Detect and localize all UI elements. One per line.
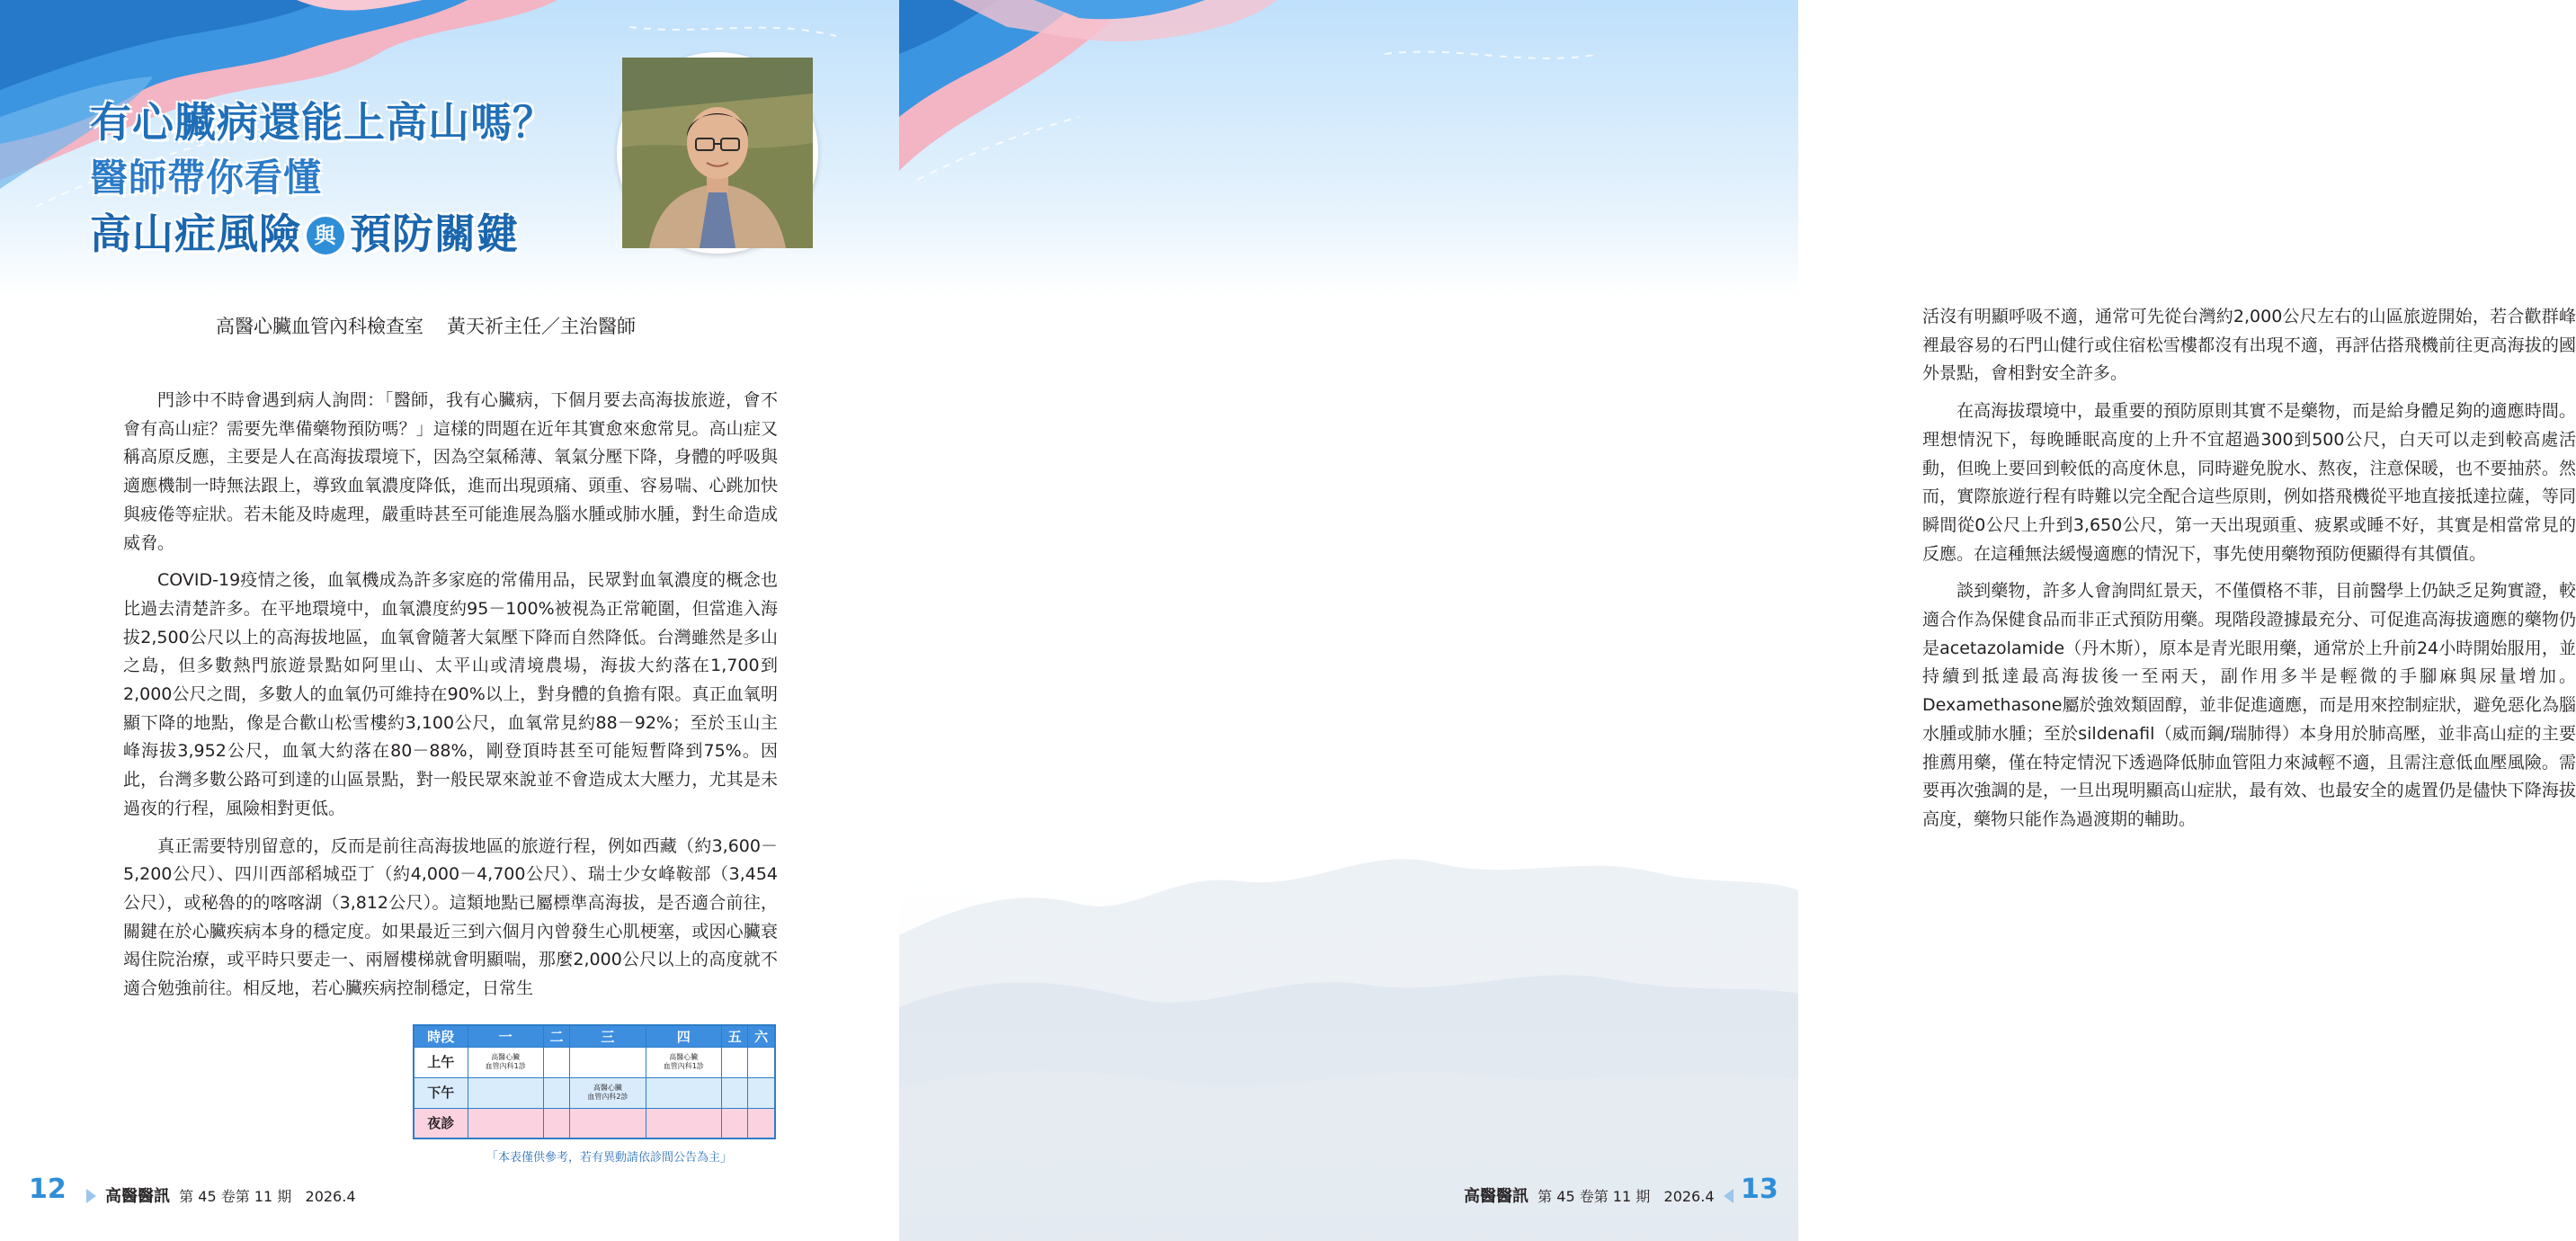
footer-issue: 第 45 卷第 11 期 (1538, 1188, 1651, 1205)
schedule-cell (721, 1077, 747, 1108)
schedule-header: 六 (748, 1025, 775, 1047)
paragraph: 在高海拔環境中，最重要的預防原則其實不是藥物，而是給身體足夠的適應時間。理想情況下，每晚睡眠高度的上升不宜超過300到500公尺，白天可以走到較高處活動，但晚上要回到較低的高度休息，同時避免脫水、熬夜，注意保暖，也不要抽菸。然而，實際旅遊行程有時難以完全配合這些原則，例如搭飛機從平地直接抵達拉薩，等同瞬間從0公尺上升到3,650公尺，第一天出現頭重、疲累或睡不好，其實是相當常見的反應。在這種無法緩慢適應的情況下，事先使用藥物預防便顯得有其價值。 (1922, 401, 2576, 564)
schedule-cell (543, 1047, 569, 1077)
clinic-schedule-table (413, 1024, 776, 1139)
footer-magazine: 高醫醫訊 (1464, 1187, 1529, 1206)
schedule-header-row (414, 1025, 775, 1047)
title-line-1: 有心臟病還能上高山嗎？ (90, 98, 555, 147)
schedule-row-label: 夜診 (414, 1108, 468, 1138)
schedule-row-label: 下午 (414, 1077, 468, 1108)
schedule-cell (570, 1108, 646, 1138)
paragraph: 真正需要特別留意的，反而是前往高海拔地區的旅遊行程，例如西藏（約3,600－5,200公尺）、四川西部稻城亞丁（約4,000－4,700公尺）、瑞士少女峰鞍部（3,454公尺），或秘魯的的喀喀湖（3,812公尺）。這類地點已屬標準高海拔，是否適合前往，關鍵在於心臟疾病本身的穩定度。如果最近三到六個月內曾發生心肌梗塞，或因心臟衰竭住院治療，或平時只要走一、兩層樓梯就會明顯喘，那麼2,000公尺以上的高度就不適合勉強前往。相反地，若心臟疾病控制穩定，日常生 (123, 835, 778, 999)
schedule-cell (721, 1108, 747, 1138)
schedule-cell (748, 1047, 775, 1077)
byline (216, 312, 636, 339)
schedule-cell: 高醫心臟 血管內科1診 (468, 1047, 543, 1077)
paragraph: 門診中不時會遇到病人詢問：「醫師，我有心臟病，下個月要去高海拔旅遊，會不會有高山症？需要先準備藥物預防嗎？」這樣的問題在近年其實愈來愈常見。高山症又稱高原反應，主要是人在高海拔環境下，因為空氣稀薄、氧氣分壓下降，身體的呼吸與適應機制一時無法跟上，導致血氧濃度降低，進而出現頭痛、頭重、容易喘、心跳加快與疲倦等症狀。若未能及時處理，嚴重時甚至可能進展為腦水腫或肺水腫，對生命造成威脅。 (123, 390, 778, 553)
page-number-right: 13 (1741, 1174, 1778, 1205)
schedule-header: 三 (570, 1025, 646, 1047)
left-article-body (123, 387, 778, 1013)
right-page (899, 0, 2576, 1239)
header-wave-background (899, 0, 1798, 297)
schedule-cell (468, 1108, 543, 1138)
left-page (0, 0, 899, 1239)
footer-right (1464, 1183, 1734, 1207)
footer-date: 2026.4 (1663, 1188, 1715, 1205)
schedule-row-afternoon (414, 1077, 775, 1108)
schedule-cell (570, 1047, 646, 1077)
triangle-arrow-icon (1724, 1189, 1734, 1203)
schedule-header: 五 (721, 1025, 747, 1047)
byline-dept: 高醫心臟血管內科檢查室 (216, 316, 423, 337)
title-line-3b: 預防關鍵 (350, 210, 519, 258)
schedule-cell: 高醫心臟 血管內科2診 (570, 1077, 646, 1108)
title-line-3a: 高山症風險 (90, 210, 301, 258)
schedule-cell (543, 1077, 569, 1108)
portrait-illustration (622, 58, 813, 248)
paragraph: 談到藥物，許多人會詢問紅景天，不僅價格不菲，目前醫學上仍缺乏足夠實證，較適合作為保健食品而非正式預防用藥。現階段證據最充分、可促進高海拔適應的藥物仍是acetazolamide（丹木斯），原本是青光眼用藥，通常於上升前24小時開始服用，並持續到抵達最高海拔後一至兩天，副作用多半是輕微的手腳麻與尿量增加。Dexamethasone屬於強效類固醇，並非促進適應，而是用來控制症狀，避免惡化為腦水腫或肺水腫；至於sildenafil（威而鋼/瑞肺得）本身用於肺高壓，並非高山症的主要推薦用藥，僅在特定情況下透過降低肺血管阻力來減輕不適，且需注意低血壓風險。需要再次強調的是，一旦出現明顯高山症狀，最有效、也最安全的處置仍是儘快下降海拔高度，藥物只能作為過渡期的輔助。 (1922, 581, 2576, 829)
footer-left (86, 1183, 356, 1207)
schedule-row-evening (414, 1108, 775, 1138)
title-line-2: 醫師帶你看懂 (90, 156, 323, 200)
schedule-header: 二 (543, 1025, 569, 1047)
article-title (90, 94, 620, 262)
triangle-arrow-icon (86, 1189, 96, 1203)
paragraph-continuation: 活沒有明顯呼吸不適，通常可先從台灣約2,000公尺左右的山區旅遊開始，若合歡群峰裡最容易的石門山健行或住宿松雪樓都沒有出現不適，再評估搭飛機前往更高海拔的國外景點，會相對安全許多。 (1922, 307, 2576, 384)
footer-magazine: 高醫醫訊 (105, 1187, 170, 1206)
schedule-note: 「本表僅供參考，若有異動請依診間公告為主」 (486, 1151, 733, 1165)
schedule-cell: 高醫心臟 血管內科1診 (646, 1047, 721, 1077)
footer-date: 2026.4 (305, 1188, 356, 1205)
schedule-cell (646, 1108, 721, 1138)
schedule-cell (468, 1077, 543, 1108)
page-number-left: 12 (29, 1174, 67, 1205)
schedule-header: 時段 (414, 1025, 468, 1047)
byline-author: 黃天祈主任／主治醫師 (447, 316, 636, 337)
paragraph: COVID-19疫情之後，血氧機成為許多家庭的常備用品，民眾對血氧濃度的概念也比過去清楚許多。在平地環境中，血氧濃度約95－100%被視為正常範圍，但當進入海拔2,500公尺以上的高海拔地區，血氧會隨著大氣壓下降而自然降低。台灣雖然是多山之島，但多數熱門旅遊景點如阿里山、太平山或清境農場，海拔大約落在1,700到2,000公尺之間，多數人的血氧仍可維持在90%以上，對身體的負擔有限。真正血氧明顯下降的地點，像是合歡山松雪樓約3,100公尺，血氧常見約88－92%；至於玉山主峰海拔3,952公尺，血氧大約落在80－88%，剛登頂時甚至可能短暫降到75%。因此，台灣多數公路可到達的山區景點，對一般民眾來說並不會造成太大壓力，尤其是未過夜的行程，風險相對更低。 (123, 570, 778, 818)
title-circle-char: 與 (307, 217, 344, 254)
schedule-row-label: 上午 (414, 1047, 468, 1077)
schedule-cell (748, 1077, 775, 1108)
schedule-row-morning (414, 1047, 775, 1077)
footer-issue: 第 45 卷第 11 期 (179, 1188, 292, 1205)
author-portrait (617, 52, 818, 254)
title-line-3 (90, 206, 620, 262)
schedule-header: 一 (468, 1025, 543, 1047)
schedule-header: 四 (646, 1025, 721, 1047)
schedule-cell (748, 1108, 775, 1138)
misty-mountains-background (899, 791, 1798, 1241)
schedule-cell (721, 1047, 747, 1077)
right-article-body (1922, 303, 2576, 844)
schedule-cell (543, 1108, 569, 1138)
schedule-cell (646, 1077, 721, 1108)
